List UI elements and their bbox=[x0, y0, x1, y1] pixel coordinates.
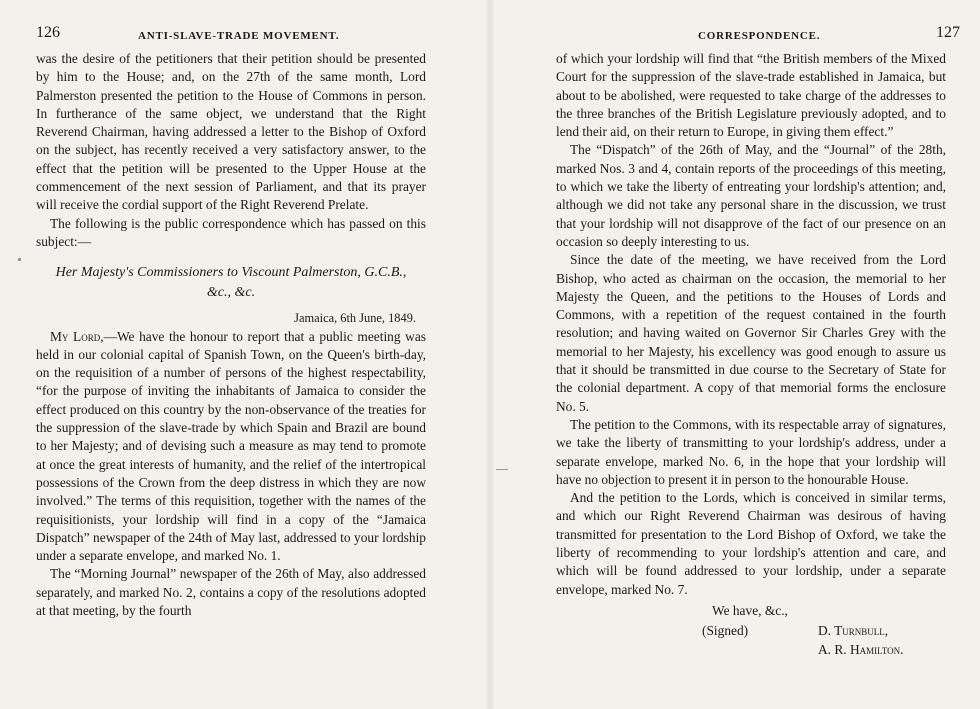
signatory-turnbull: D. Turnbull, bbox=[818, 622, 889, 638]
right-paragraph-3: Since the date of the meeting, we have received from the Lord Bishop, who acted as chairman on the occasion, the memorial to her Majesty the Queen, and the petitions to the Houses of Lords and Commons, with a repetition of the request contained in the fourth resolution; and having waited on Governor Sir Charles Grey with the memorial to her Majesty, his excellency was good enough to assure us that it should be transmitted in due course to the Secretary of State for the colonial department. A copy of that memorial forms the enclosure No. 5. bbox=[556, 252, 946, 414]
right-page bbox=[490, 0, 980, 709]
left-running-title: ANTI-SLAVE-TRADE MOVEMENT. bbox=[138, 30, 340, 42]
right-page-number: 127 bbox=[936, 24, 960, 41]
letter-heading-line-1: Her Majesty's Commissioners to Viscount Palmerston, G.C.B., bbox=[55, 265, 407, 281]
right-paragraph-5: And the petition to the Lords, which is conceived in similar terms, and which our Right Reverend Chairman was desirous of having transmitted for presentation to the Lord Bishop of Oxford, we take the liberty of recommending to your lordship's attention and care, and which will be found addressed to your lordship, under a separate envelope, marked No. 7. bbox=[556, 490, 946, 597]
right-text-column bbox=[556, 50, 946, 661]
letter-heading bbox=[36, 263, 426, 303]
right-paragraph-1: of which your lordship will find that “the British members of the Mixed Court for the suppression of the slave-trade established in Jamaica, but about to be abolished, were requested to take charge of the addresses to the three branches of the British Legislature previously adopted, and to lend their aid, on their return to Europe, in giving them effect.” bbox=[556, 51, 946, 140]
margin-speck bbox=[18, 258, 21, 261]
left-page-number: 126 bbox=[36, 24, 60, 41]
right-running-head bbox=[556, 24, 960, 50]
left-running-head bbox=[36, 24, 490, 50]
right-paragraph-2: The “Dispatch” of the 26th of May, and the “Journal” of the 28th, marked Nos. 3 and 4, contain reports of the proceedings of this meeting, to which we take the liberty of entreating your lordship's attention; and, although we did not take any personal share in the discussion, we trust that your lordship will not disapprove of the fact of our presence on an occasion so deeply interesting to us. bbox=[556, 142, 946, 249]
left-paragraph-1: was the desire of the petitioners that their petition should be presented by him to the House; and, on the 27th of the same month, Lord Palmerston presented the petition to the House of Commons in person. In furtherance of the same object, we understand that the Right Reverend Chairman, having addressed a letter to the Bishop of Oxford on the subject, has recently received a very satisfactory answer, to the effect that the petition will be presented to the Upper House at the commencement of the next session of Parliament, and that its prayer will receive the cordial support of the Right Reverend Prelate. bbox=[36, 51, 426, 213]
letter-paragraph-1-text: —We have the honour to report that a public meeting was held in our colonial capital of Spanish Town, on the Queen's birth-day, on the requisition of a number of persons of the highest respectability, “for the purpose of inviting the inhabitants of Jamaica to consider the effect produced on this country by the non-observance of the treaties for the suppression of the slave-trade by which Spain and Brazil are bound to her Majesty; and of devising such a measure as may tend to promote at once the great interests of humanity, and the relief of the intertropical possessions of the Crown from the deep distress in which they are now involved.” The terms of this requisition, together with the names of the requisitionists, your lordship will find in a copy of the “Jamaica Dispatch” newspaper of the 24th of May last, addressed to your lordship under a separate envelope, and marked No. 1. bbox=[36, 328, 426, 564]
signed-label: (Signed) bbox=[702, 622, 749, 638]
signature-block bbox=[556, 601, 946, 661]
right-running-title: CORRESPONDENCE. bbox=[698, 30, 821, 42]
right-paragraph-4: The petition to the Commons, with its respectable array of signatures, we take the liberty of transmitting to your lordship's address, under a separate envelope, marked No. 6, in the hope that your lordship will have no objection to present it in person to the honourable House. bbox=[556, 416, 946, 487]
letter-paragraph-1 bbox=[36, 328, 426, 566]
letter-paragraph-2: The “Morning Journal” newspaper of the 26th of May, also addressed separately, and marked No. 2, contains a copy of the resolutions adopted at that meeting, by the fourth bbox=[36, 566, 426, 619]
letter-salutation: My Lord, bbox=[50, 328, 104, 344]
left-paragraph-2: The following is the public correspondence which has passed on this subject:— bbox=[36, 215, 426, 249]
gutter-mark bbox=[496, 469, 508, 470]
signatory-hamilton: A. R. Hamilton. bbox=[818, 641, 904, 657]
letter-dateline: Jamaica, 6th June, 1849. bbox=[294, 311, 416, 326]
closing-line: We have, &c., bbox=[712, 602, 788, 618]
letter-heading-line-2: &c., &c. bbox=[206, 285, 256, 301]
left-text-column bbox=[36, 50, 426, 620]
